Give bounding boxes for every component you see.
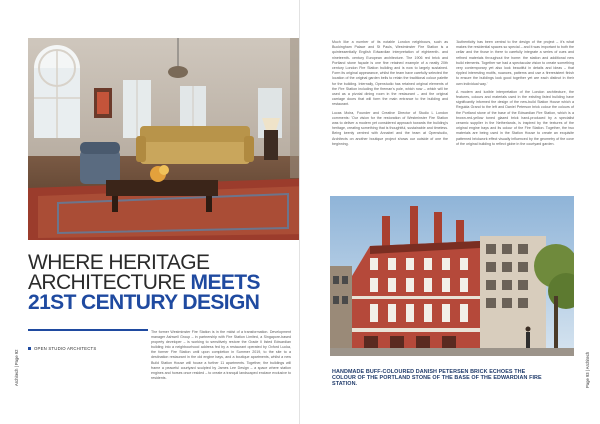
- folio-left: [11, 348, 21, 388]
- col1-paragraph: Much like a number of its notable London neighbours, such as Buckingham Palace and St Pauls, Westminster Fire Station is a quintessentially English Edwardian interpretation of eighteenth- and nineteenth- century European architecture. The 1906 red brick and Portland stone façade is one fine retained example of a neatly 20th century London Fire Station building and is now to largely sustained. Form its original appearance, whilst the team have carefully selected the location of the original garden bells to retain the traditional colour palette for the building. Internally, Openstudio has retained original elements of the Fire Station including the fireman's pole, which now – which will be used as a pivotal dining room in the restaurant – and the original carriage doors that will form the main entrance to the building and restaurant.: [332, 40, 448, 107]
- building-photo: [330, 196, 574, 356]
- byline-text: OPEN STUDIO ARCHITECTS: [34, 346, 97, 351]
- right-page: [300, 0, 600, 424]
- col1-paragraph: Lucas Moira, Founder and Creative Director of Studio L London comments: 'Our vision for the restoration of Westminster Fire Station was to deliver a modern yet considered approach towards the building's heritage, creating something that is thoughtful, sustainable and timeless. Being keenly centred with Annabel and the team at Openstudio, Architects on another boutique project shows our outside of one the beginning.: [332, 110, 448, 146]
- col2-paragraph: 'Authenticity has been central to the design of the project – it's what makes the residential spaces so special – and it was important to both the cellar and the those in there to carefully integrate a series of cues and refined materials throughout the home: the station and additional new build elements. Together we had a spectacular vision to create something very contemporary yet also look beautiful in details and ideas – that rippled interesting motifs, nuances, patterns and use a fireresistent finish to ensure the buildings look good together yet are each distinct in their own individual way.': [456, 40, 574, 86]
- headline-line-2-plain: ARCHITECTURE: [28, 271, 191, 294]
- headline-line-3: 21ST CENTURY DESIGN: [28, 291, 260, 314]
- photo-caption: HANDMADE BUFF-COLOURED DANISH PETERSEN BRICK ECHOES THE COLOUR OF THE PORTLAND STONE OF THE BASE OF THE EDWARDIAN FIRE STATION.: [332, 369, 542, 388]
- folio-right: [582, 330, 592, 390]
- folio-right-text: Page 93 | Architech: [585, 351, 590, 388]
- bullet-icon: [28, 347, 31, 350]
- article-column-1: [332, 40, 448, 150]
- article-column-2: [456, 40, 574, 150]
- folio-left-text: Architech | Page 92: [14, 349, 19, 386]
- headline-line-1: WHERE HERITAGE: [28, 251, 210, 274]
- living-room-photo: [28, 38, 300, 240]
- headline-rule: [28, 329, 148, 331]
- page-headline: [28, 253, 288, 313]
- headline-accent-meets: MEETS: [190, 271, 260, 294]
- headline-line-2: [28, 273, 288, 293]
- byline: [28, 346, 96, 351]
- intro-paragraph: The former Westminster Fire Station is in the midst of a transformation. Development manager Ashwell Group – in partnership with Fire Station Limited, a Singapore-based property developer – is working to sensitively restore the Grade II listed Edwardian building into a neighbourhood address fed by a restaurant operated by Oxford Lucka, the former Fire Station until upon completion in Summer 2019, to the site to a destination restaurant in the old engine bays, and a boutique apartments, whilst a new Build Station House will house a further 11 apartments. Together, the buildings will frame a peaceful courtyard sculpted by James Lee Design – a space where station engines and horses once resided – to create a tranquil landscaped enclave exclusive to residents.: [151, 330, 291, 380]
- col2-paragraph: A modern and luxible interpretation of the London architecture, the features, colours and materials used in the existing listed building have significantly informed the design of the new-build Station House which a Reguida Grand to the left and Daniel Peterson brick colour the colours of the Portland stone of the base of the Edwardian Fire Station, which is a brown-red-yellow toned glazed brick hand-produced by a specialist ceramic supplier in the Netherlands, is inspired by the textures of the original engine bays and its colour of the Fire Station. Together, the two materials are being used in the Station House to create an exquisite patterned brickwork effect visually influenced by the geometry of the cove of the original building to reflect globe in the courtyard garden.: [456, 89, 574, 146]
